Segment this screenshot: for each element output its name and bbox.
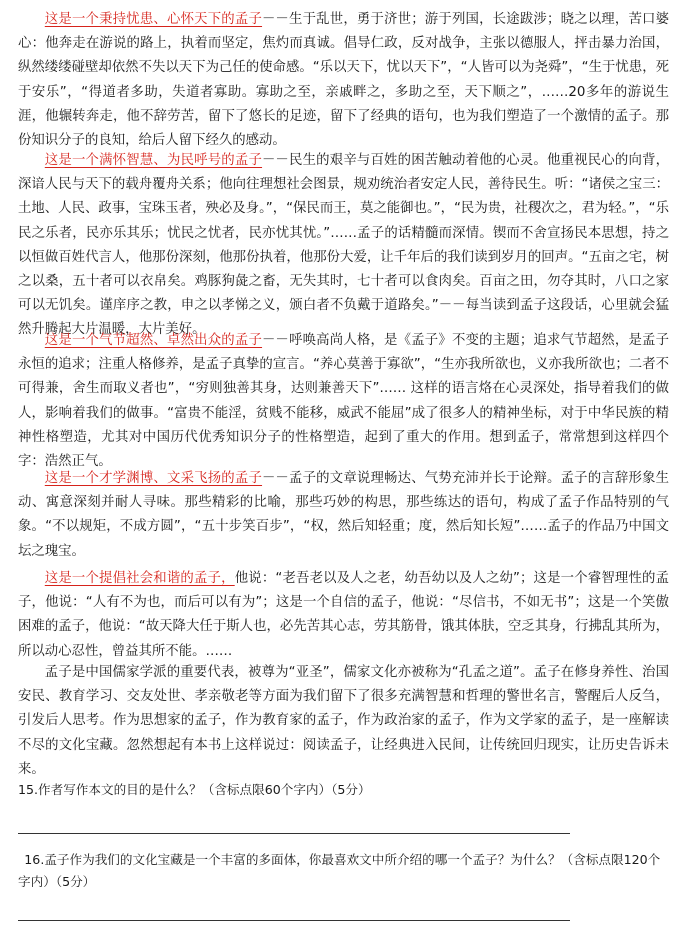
question-15: 15.作者写作本文的目的是什么？（含标点限60个字内）（5分） (18, 782, 371, 797)
paragraph-2 (18, 149, 669, 343)
paragraph-3 (18, 329, 669, 474)
paragraph-4-body: －－孟子的文章说理畅达、气势充沛并长于论辩。孟子的言辞形象生动、寓意深刻并耐人寻味。那些精彩的比喻，那些巧妙的构思，那些练达的语句，构成了孟子作品特别的气象。“不以规矩，不成方圆”，“五十步笑百步”，“权，然后知轻重；度，然后知长短”……孟子的作品乃中国文坛之瑰宝。 (18, 471, 670, 559)
paragraph-5-body: 他说：“老吾老以及人之老，幼吾幼以及人之幼”；这是一个睿智理性的孟子，他说：“人有不为也，而后可以有为”；这是一个自信的孟子，他说：“尽信书，不如无书”；这是一个笑傲困难的孟子，他说：“故天降大任于斯人也，必先苦其心志，劳其筋骨，饿其体肤，空乏其身，行拂乱其所为，所以动心忍性，曾益其所不能。…… (18, 571, 670, 659)
paragraph-6-body: 孟子是中国儒家学派的重要代表，被尊为“亚圣”，儒家文化亦被称为“孔孟之道”。孟子在修身养性、治国安民、教育学习、交友处世、孝亲敬老等方面为我们留下了很多充满智慧和哲理的警世名言，警醒后人反刍，引发后人思考。作为思想家的孟子，作为教育家的孟子，作为政治家的孟子，作为文学家的孟子，是一座解读不尽的文化宝藏。忽然想起有本书上这样说过：阅读孟子，让经典进入民间，让传统回归现实，让历史告诉未来。 (18, 665, 669, 777)
paragraph-3-lead: 这是一个气节超然、卓然出众的孟子 (44, 333, 263, 348)
paragraph-6 (18, 661, 669, 782)
paragraph-4 (18, 467, 669, 564)
paragraph-5 (18, 567, 669, 664)
paragraph-2-lead: 这是一个满怀智慧、为民呼号的孟子 (44, 153, 263, 168)
paragraph-3-body: －－呼唤高尚人格，是《孟子》不变的主题；追求气节超然，是孟子永恒的追求；注重人格修养，是孟子真挚的宣言。“养心莫善于寡欲”，“生亦我所欲也，义亦我所欲也；二者不可得兼，舍生而取义者也”，“穷则独善其身，达则兼善天下”…… 这样的语言烙在心灵深处，指导着我们的做人，影响着我们的做事。“富贵不能淫，贫贱不能移，威武不能屈”成了很多人的精神坐标，对于中华民族的精神性格塑造，尤其对中国历代优秀知识分子的性格塑造，起到了重大的作用。想到孟子，常常想到这样四个字：浩然正气。 (18, 333, 670, 470)
answer-line-15[interactable] (18, 833, 570, 834)
paragraph-5-lead: 这是一个提倡社会和谐的孟子， (44, 571, 235, 586)
paragraph-1 (18, 8, 669, 153)
question-16: 16.孟子作为我们的文化宝藏是一个丰富的多面体，你最喜欢文中所介绍的哪一个孟子？为什么？（含标点限120个字内）（5分） (18, 852, 661, 889)
answer-line-16[interactable] (18, 920, 570, 921)
paragraph-1-body: －－生于乱世，勇于济世；游于列国，长途跋涉；晓之以理，苦口婆心：他奔走在游说的路上，执着而坚定，焦灼而真诚。倡导仁政，反对战争，主张以德服人，抨击暴力治国，纵然缕缕碰壁却依然不失以天下为己任的使命感。“乐以天下，忧以天下”，“人皆可以为尧舜”，“生于忧患，死于安乐”，“得道者多助，失道者寡助。寡助之至，亲戚畔之，多助之至，天下顺之”，……20多年的游说生涯，他辗转奔走，他不辞劳苦，留下了悠长的足迹，留下了经典的语句，也为我们塑造了一个激情的孟子。那份知识分子的良知，给后人留下经久的感动。 (18, 12, 670, 149)
paragraph-1-lead: 这是一个秉持忧患、心怀天下的孟子 (44, 12, 263, 27)
paragraph-2-body: －－民生的艰辛与百姓的困苦触动着他的心灵。他重视民心的向背，深谙人民与天下的载舟覆舟关系；他向往理想社会图景，规劝统治者安定人民，善待民生。听：“诸侯之宝三：土地、人民、政事，宝珠玉者，殃必及身。”，“保民而王，莫之能御也。”，“民为贵，社稷次之，君为轻。”，“乐民之乐者，民亦乐其乐；忧民之忧者，民亦忧其忧。”……孟子的话精髓而深情。锲而不舍宣扬民本思想，持之以恒做百姓代言人，他那份深刻，他那份执着，他那份大爱，让千年后的我们读到岁月的回声。“五亩之宅，树之以桑，五十者可以衣帛矣。鸡豚狗彘之畜，无失其时，七十者可以食肉矣。百亩之田，勿夺其时，八口之家可以无饥矣。谨庠序之教，申之以孝悌之义，颁白者不负戴于道路矣。”－－每当读到孟子这段话，心里就会猛然升腾起大片温暖，大片美好。 (18, 153, 670, 338)
paragraph-4-lead: 这是一个才学渊博、文采飞扬的孟子 (44, 471, 263, 486)
